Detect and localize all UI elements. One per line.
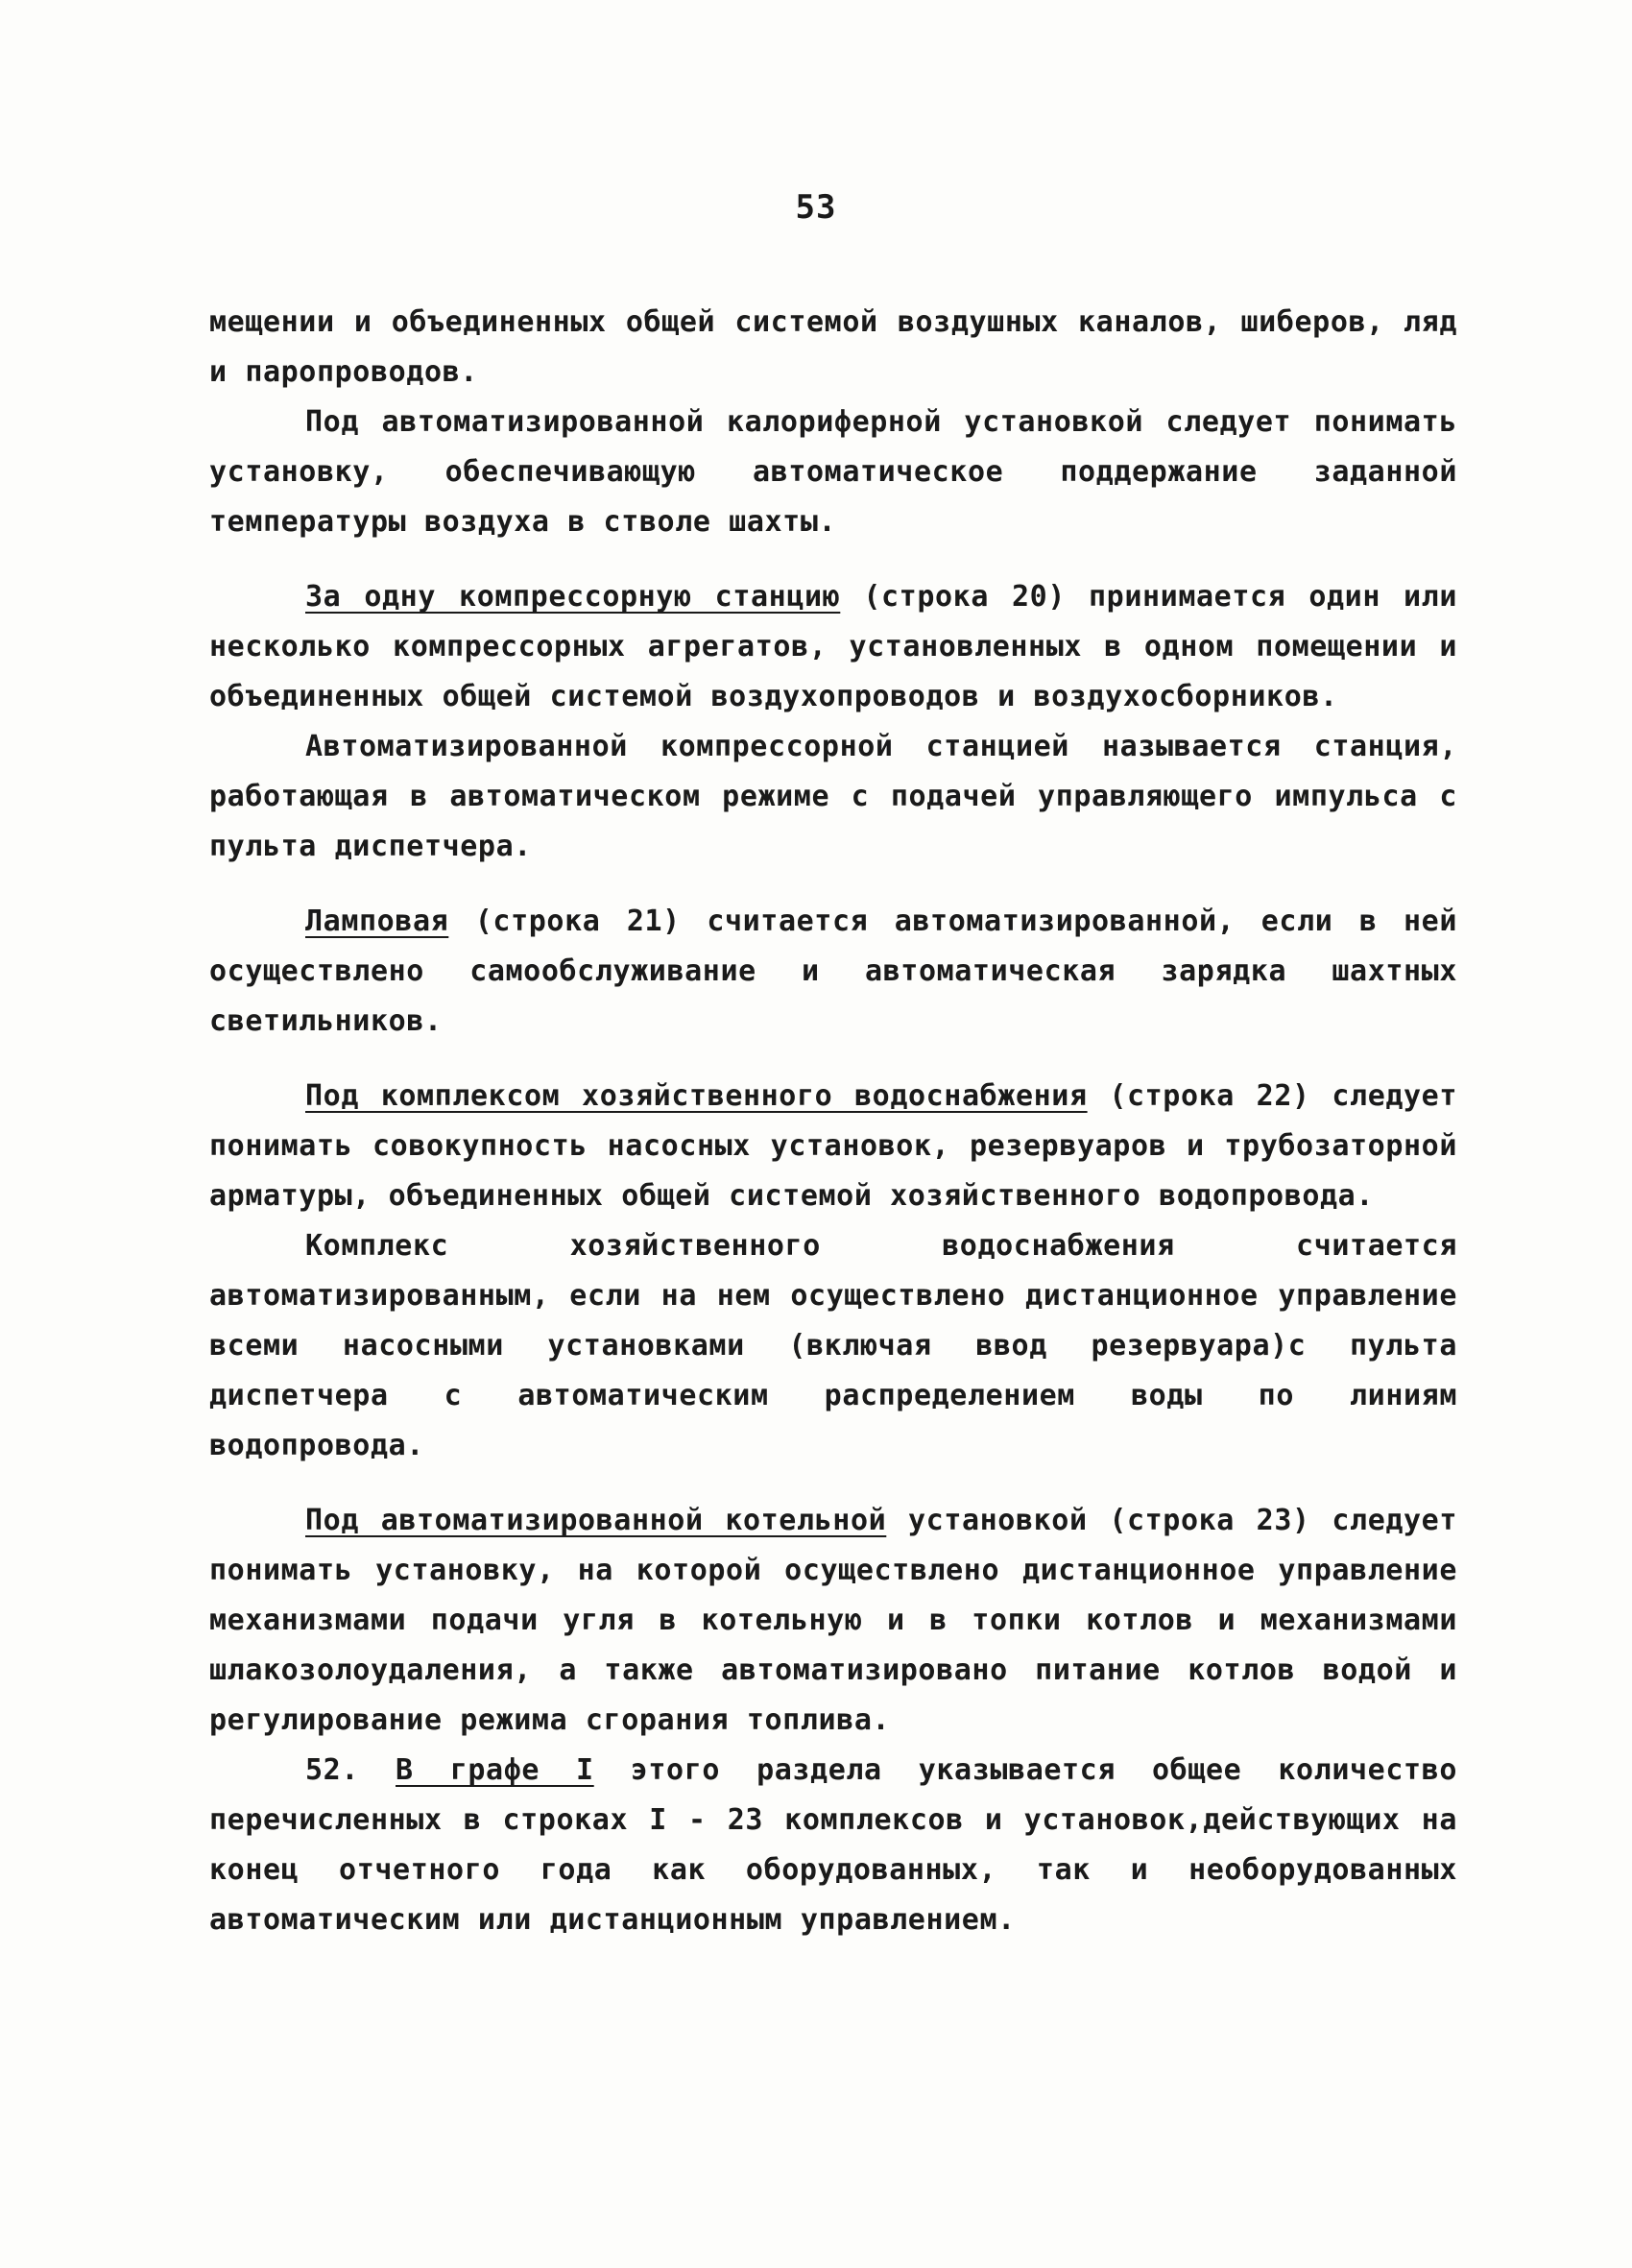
paragraph-item-52 [209,1746,1457,1945]
paragraph-text: этого раздела указывается общее количество перечисленных в строках I - 23 комплексов и установок,действующих на конец отчетного года как оборудованных, так и необорудованных автоматическим или дистанционным управлением. [209,1753,1457,1937]
text-body [209,298,1457,1945]
defined-term: За одну компрессорную станцию [305,580,841,614]
paragraph-text: Под автоматизированной калориферной установкой следует понимать установку, обеспечивающую автоматическое поддержание заданной температуры воздуха в стволе шахты. [209,405,1457,539]
defined-term: Под автоматизированной котельной [305,1504,887,1537]
paragraph-text: Комплекс хозяйственного водоснабжения считается автоматизированным, если на нем осуществлено дистанционное управление всеми насосными установками (включая ввод резервуара)с пульта диспетчера с автоматическим распределением воды по линиям водопровода. [209,1229,1457,1462]
defined-term: В графе I [396,1753,594,1787]
paragraph-continuation [209,298,1457,398]
paragraph-automated-compressor [209,722,1457,872]
paragraph-text: (строка 21) считается автоматизированной, если в ней осуществлено самообслуживание и автоматическая зарядка шахтных светильников. [209,905,1457,1038]
paragraph-text: (строка 20) принимается один или несколько компрессорных агрегатов, установленных в одном помещении и объединенных общей системой воздухопроводов и воздухосборников. [209,580,1457,713]
paragraph-lamp-room [209,897,1457,1047]
paragraph-compressor-station [209,572,1457,722]
paragraph-automated-water-supply [209,1221,1457,1471]
paragraph-text: Автоматизированной компрессорной станцией называется станция, работающая в автоматическом режиме с подачей управляющего импульса с пульта диспетчера. [209,730,1457,863]
item-number: 52. [305,1753,396,1787]
defined-term: Ламповая [305,905,449,938]
paragraph-text: мещении и объединенных общей системой воздушных каналов, шиберов, ляд и паропроводов. [209,305,1457,389]
paragraph-text: (строка 22) следует понимать совокупность насосных установок, резервуаров и трубозаторной арматуры, объединенных общей системой хозяйственного водопровода. [209,1079,1457,1213]
defined-term: Под комплексом хозяйственного водоснабжения [305,1079,1088,1113]
paragraph-text: установкой (строка 23) следует понимать установку, на которой осуществлено дистанционное управление механизмами подачи угля в котельную и в топки котлов и механизмами шлакозолоудаления, а также автоматизировано питание котлов водой и регулирование режима сгорания топлива. [209,1504,1457,1737]
page-number: 53 [795,188,837,227]
paragraph-boiler-plant [209,1496,1457,1746]
paragraph-water-supply-complex [209,1072,1457,1221]
paragraph-calorifer-definition [209,398,1457,547]
